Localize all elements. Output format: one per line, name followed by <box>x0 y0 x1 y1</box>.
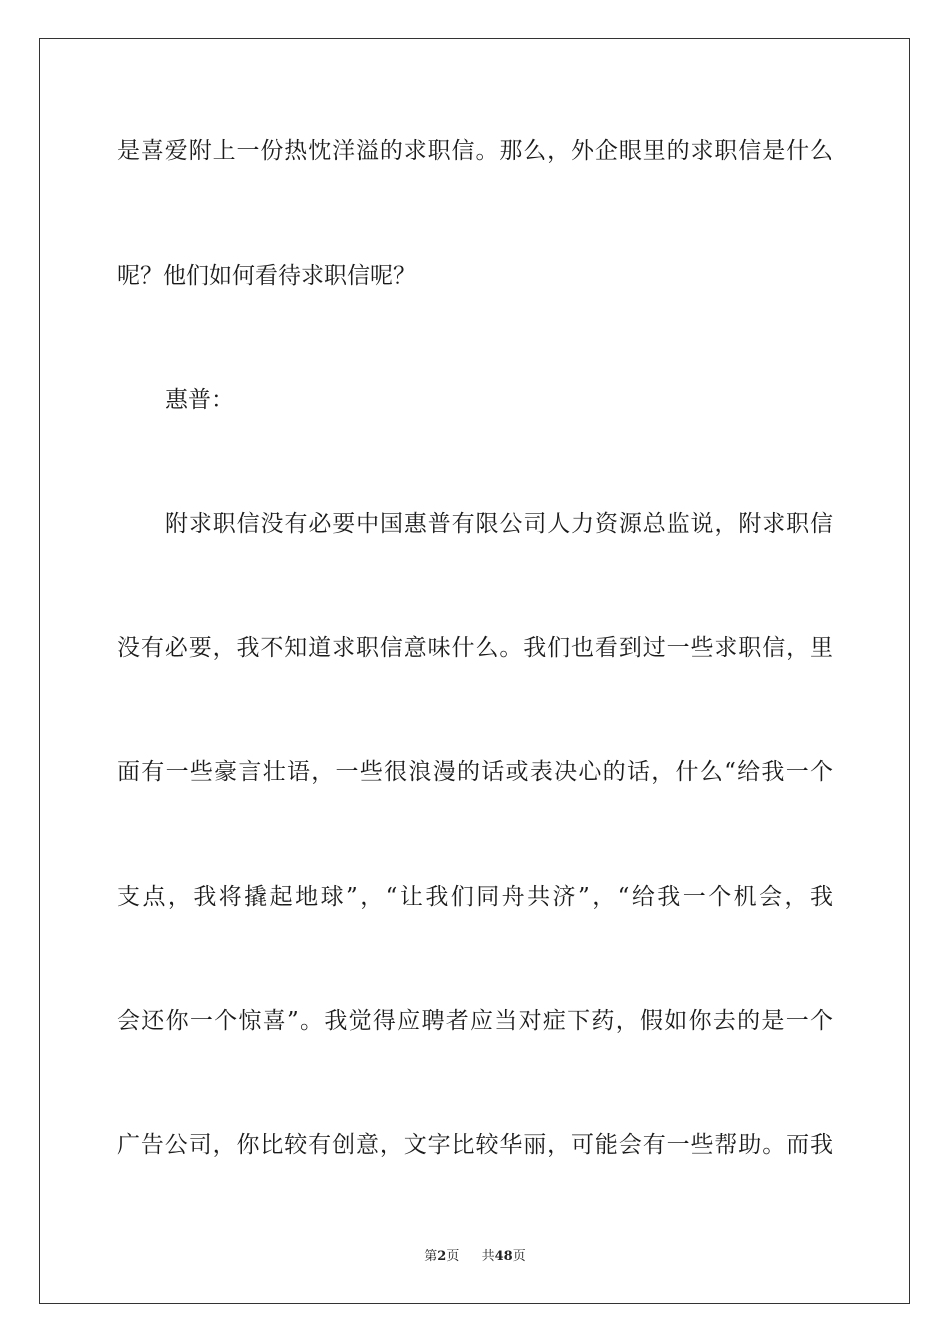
page-footer <box>0 1248 950 1266</box>
paragraph-line-8: 广告公司，你比较有创意，文字比较华丽，可能会有一些帮助。而我 <box>117 1132 833 1158</box>
section-heading-hp: 惠普： <box>165 387 234 413</box>
footer-total-pages: 48 <box>494 1249 513 1264</box>
page-border <box>39 38 910 1304</box>
footer-page-number: 2 <box>437 1249 447 1264</box>
paragraph-line-2: 呢？他们如何看待求职信呢？ <box>117 263 416 289</box>
footer-total-suffix: 页 <box>512 1249 526 1264</box>
paragraph-line-3: 附求职信没有必要中国惠普有限公司人力资源总监说，附求职信 <box>165 511 833 537</box>
footer-page-suffix: 页 <box>446 1249 460 1264</box>
paragraph-line-7: 会还你一个惊喜”。我觉得应聘者应当对症下药，假如你去的是一个 <box>117 1008 833 1034</box>
footer-total-prefix: 共 <box>481 1249 495 1264</box>
paragraph-line-5: 面有一些豪言壮语，一些很浪漫的话或表决心的话，什么“给我一个 <box>117 759 833 785</box>
footer-page-prefix: 第 <box>424 1249 438 1264</box>
paragraph-line-6: 支点，我将撬起地球”，“让我们同舟共济”，“给我一个机会，我 <box>117 884 833 910</box>
paragraph-line-4: 没有必要，我不知道求职信意味什么。我们也看到过一些求职信，里 <box>117 635 833 661</box>
paragraph-line-1: 是喜爱附上一份热忱洋溢的求职信。那么，外企眼里的求职信是什么 <box>117 138 833 164</box>
